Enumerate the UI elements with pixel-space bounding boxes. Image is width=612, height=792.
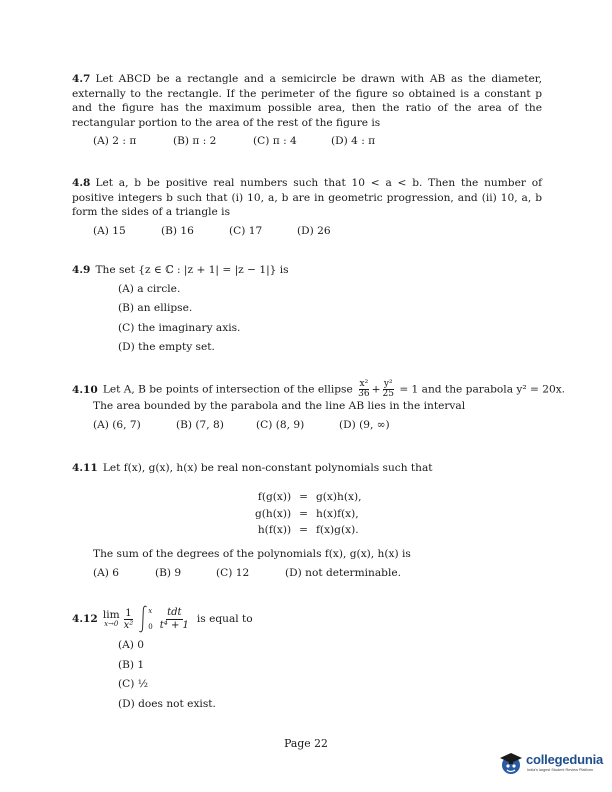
ellipse-y-term: $\frac{\text{y²}}{25}$ <box>382 379 394 399</box>
option-a[interactable]: (A) 6 <box>93 566 120 579</box>
option-d[interactable]: (D) (9, ∞) <box>339 418 390 431</box>
option-c[interactable]: (C) (8, 9) <box>256 418 305 431</box>
question-number: 4.11 <box>72 462 98 474</box>
equation-row: h(f(x)) = f(x)g(x). <box>257 524 359 536</box>
graduation-cap-icon <box>498 750 524 776</box>
page-number: Page 22 <box>284 737 328 750</box>
option-c[interactable]: (C) ½ <box>118 678 149 690</box>
question-text: The set {z ∈ ℂ : |z + 1| = |z − 1|} is <box>95 264 289 276</box>
integrand: $\frac{\text{tdt}}{\text{t⁴ + 1}}$ <box>159 606 189 631</box>
equation-row: f(g(x)) = g(x)h(x), <box>257 491 362 503</box>
equation-row: g(h(x)) = h(x)f(x), <box>255 507 359 520</box>
ellipse-x-term: $\frac{\text{x²}}{36}$ <box>358 379 370 399</box>
question-number: 4.7 <box>72 73 91 85</box>
question-4-12 <box>72 603 542 714</box>
question-text: Let f(x), g(x), h(x) be real non-constant polynomials such that <box>102 462 433 474</box>
question-number: 4.12 <box>72 612 98 625</box>
question-text: Let a, b be positive real numbers such that 10 < a < b. Then the number of positive integers b such that (i) 10, a, b are in geometric progression, and (ii) 10, a, b form the sides of a triangle is <box>72 177 542 219</box>
option-a[interactable]: (A) 2 : π <box>93 135 137 148</box>
options-list <box>72 280 542 358</box>
question-4-11-tail <box>72 547 542 580</box>
plus-sign: + <box>371 383 381 396</box>
option-c[interactable]: (C) 17 <box>229 224 263 237</box>
integral-upper-limit: x <box>148 607 153 615</box>
option-b[interactable]: (B) π : 2 <box>173 135 217 148</box>
question-4-7 <box>72 72 542 149</box>
question-text-after: The sum of the degrees of the polynomials f(x), g(x), h(x) is <box>93 548 411 560</box>
question-text-after: is equal to <box>196 612 253 625</box>
option-d[interactable]: (D) not determinable. <box>285 566 401 579</box>
option-d[interactable]: (D) 4 : π <box>331 135 376 148</box>
limit-operator: lim x→0 <box>102 609 120 628</box>
option-a[interactable]: (A) (6, 7) <box>93 418 141 431</box>
options-row <box>72 134 542 149</box>
question-number: 4.10 <box>72 383 98 396</box>
option-b[interactable]: (B) an ellipse. <box>118 302 193 315</box>
equation-system <box>255 489 361 539</box>
question-text: Let ABCD be a rectangle and a semicircle be drawn with AB as the diameter, externally to the rectangle. If the perimeter of the figure so obtained is a constant p and the figure has the maximum possible area, then the ratio of the area of the rectangular portion to the area of the rest of the figure is <box>72 73 542 129</box>
question-4-11 <box>72 461 542 476</box>
option-a[interactable]: (A) 0 <box>118 639 145 651</box>
logo-tagline: India's largest Student Review Platform <box>527 768 594 772</box>
option-a[interactable]: (A) 15 <box>93 224 126 237</box>
option-d[interactable]: (D) the empty set. <box>118 341 215 354</box>
question-text-cont: = 1 and the parabola y² = 20x. <box>399 383 566 396</box>
options-list <box>72 636 542 714</box>
option-b[interactable]: (B) (7, 8) <box>176 418 224 431</box>
question-number: 4.9 <box>72 264 91 276</box>
logo-name: collegedunia <box>526 752 604 767</box>
option-c[interactable]: (C) π : 4 <box>253 135 297 148</box>
options-row <box>72 418 542 433</box>
options-row <box>72 224 542 239</box>
option-c[interactable]: (C) the imaginary axis. <box>118 321 241 334</box>
question-number: 4.8 <box>72 177 91 189</box>
question-4-8 <box>72 176 542 238</box>
option-a[interactable]: (A) a circle. <box>118 282 181 295</box>
question-text: Let A, B be points of intersection of the ellipse <box>102 383 353 396</box>
integral-lower-limit: 0 <box>148 623 153 631</box>
collegedunia-logo[interactable] <box>498 750 608 780</box>
option-b[interactable]: (B) 16 <box>161 224 194 237</box>
limit-fraction: $\frac{1}{\text{x²}}$ <box>123 607 134 631</box>
option-c[interactable]: (C) 12 <box>216 566 250 579</box>
question-4-10 <box>72 379 566 432</box>
option-d[interactable]: (D) 26 <box>297 224 331 237</box>
options-row <box>72 566 542 581</box>
question-text-line2: The area bounded by the parabola and the line AB lies in the interval <box>93 400 466 412</box>
option-b[interactable]: (B) 9 <box>155 566 182 579</box>
option-d[interactable]: (D) does not exist. <box>118 697 216 710</box>
option-b[interactable]: (B) 1 <box>118 658 145 671</box>
integral <box>137 603 152 635</box>
question-4-9 <box>72 263 542 358</box>
